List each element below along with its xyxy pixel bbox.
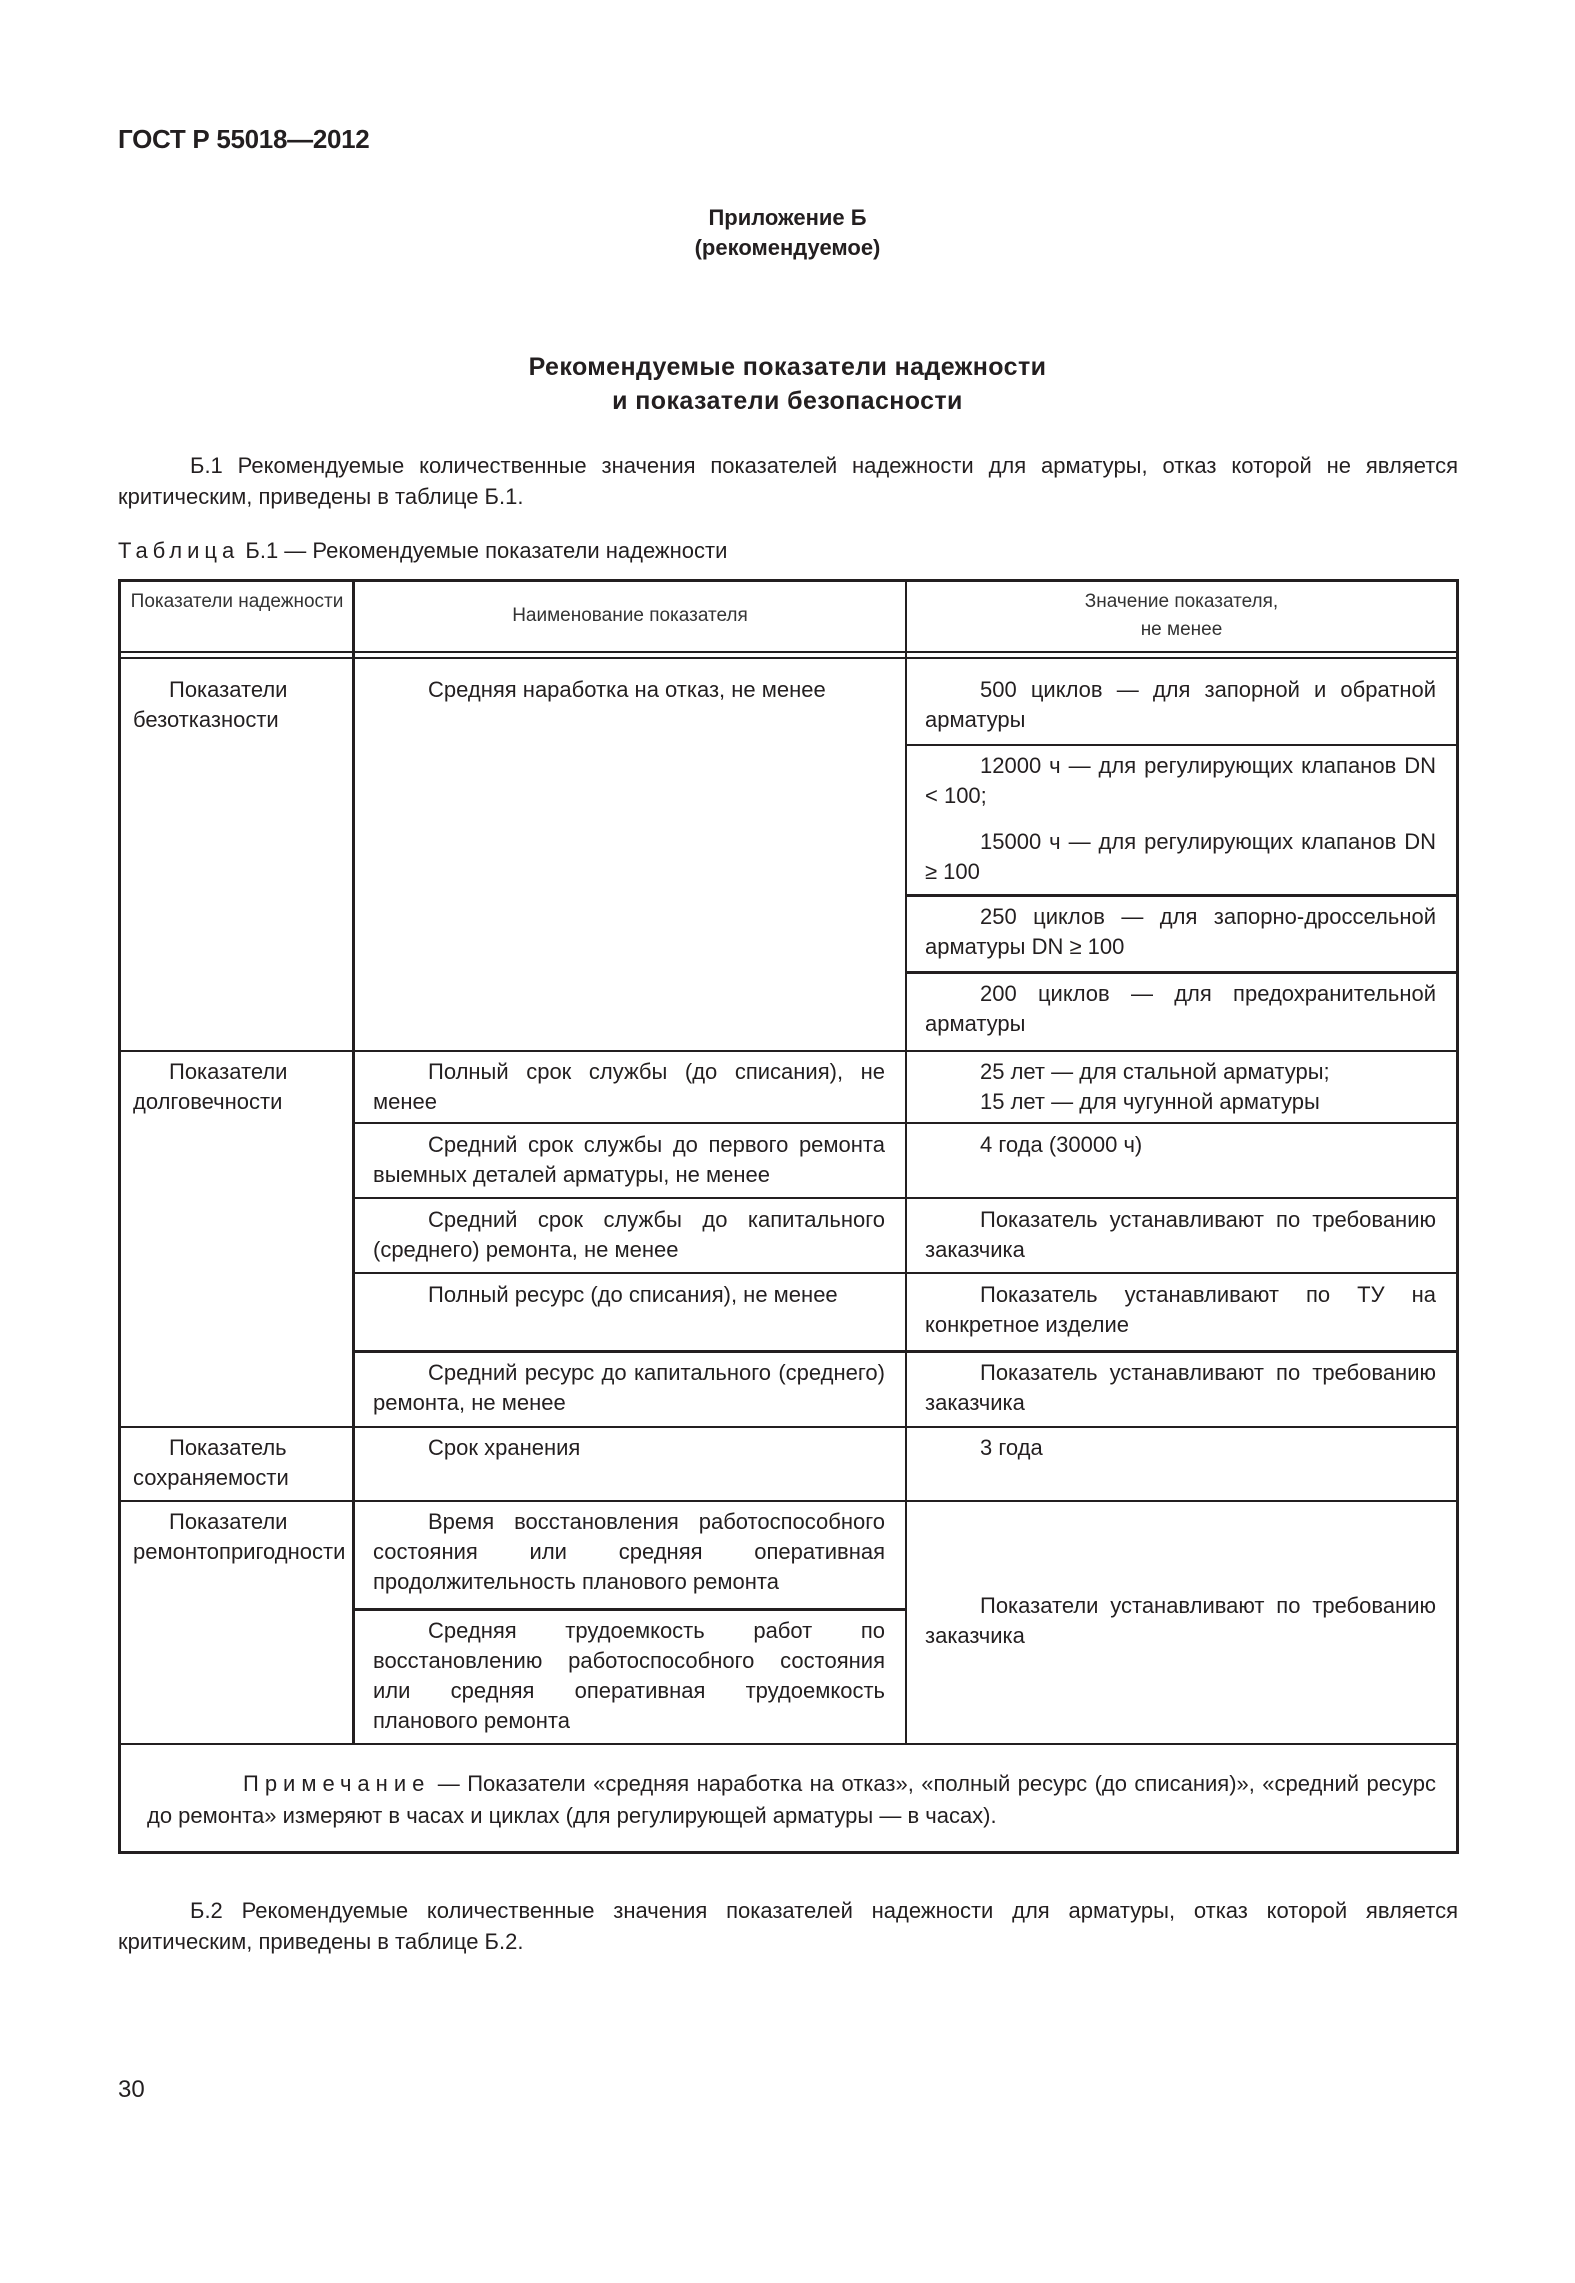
value-text: 12000 ч — для регулирующих клапанов DN < 100; — [925, 753, 1436, 808]
category-label: Показатель сохраняемости — [133, 1435, 289, 1490]
header-value-line2: не менее — [1140, 619, 1223, 640]
indicator-value-cell: 250 циклов — для запорно-дроссельной арматуры DN ≥ 100 — [925, 904, 1436, 959]
indicator-name-cell: Средняя трудоемкость работ по восстановлению работоспособного состояния или средняя оперативная трудоемкость планового ремонта — [373, 1618, 885, 1733]
page-number: 30 — [118, 2076, 145, 2103]
header-cell-category: Показатели надежности — [130, 591, 344, 612]
header-value-line1: Значение показателя, — [1084, 591, 1279, 612]
table-note — [121, 1768, 1456, 1832]
indicator-value-cell: Показатель устанавливают по ТУ на конкретное изделие — [925, 1282, 1436, 1337]
section-title-line2: и показатели безопасности — [612, 387, 963, 415]
note-label: Примечание — [243, 1771, 431, 1796]
category-label: Показатели безотказности — [133, 677, 288, 732]
indicator-name-cell: Полный срок службы (до списания), не менее — [373, 1059, 885, 1114]
indicator-value-cell-merged: Показатели устанавливают по требованию заказчика — [925, 1593, 1436, 1648]
section-title — [0, 350, 1575, 418]
category-cell — [121, 1428, 353, 1493]
indicator-name-cell: Средний срок службы до капитального (среднего) ремонта, не менее — [373, 1207, 885, 1262]
note-text: — Показатели «средняя наработка на отказ», «полный ресурс (до списания)», «средний ресурс до ремонта» измеряют в часах и циклах (для регулирующей арматуры — в часах). — [147, 1771, 1436, 1828]
annex-status: (рекомендуемое) — [694, 235, 881, 260]
indicator-value-cell: 4 года (30000 ч) — [980, 1132, 1143, 1157]
annex-heading — [0, 203, 1575, 263]
indicator-name-cell: Средняя наработка на отказ, не менее — [428, 677, 826, 702]
indicator-value-cell: 200 циклов — для предохранительной арматуры — [925, 981, 1436, 1036]
header-double-line-b — [118, 657, 1459, 659]
indicator-name-cell: Время восстановления работоспособного состояния или средняя оперативная продолжительность планового ремонта — [373, 1509, 885, 1594]
table-caption — [118, 536, 727, 566]
indicator-value-cell: 15000 ч — для регулирующих клапанов DN ≥ 100 — [925, 829, 1436, 884]
table-caption-label: Таблица — [118, 538, 240, 563]
indicator-name-cell: Срок хранения — [428, 1435, 581, 1460]
category-label: Показатели ремонтопригодности — [133, 1509, 346, 1564]
row-separator — [352, 1122, 1458, 1124]
value-line: 25 лет — для стальной арматуры; — [980, 1059, 1330, 1084]
row-separator — [352, 1197, 1458, 1199]
indicator-name-cell: Средний срок службы до первого ремонта выемных деталей арматуры, не менее — [373, 1132, 885, 1187]
indicator-name-cell: Полный ресурс (до списания), не менее — [428, 1282, 838, 1307]
indicator-value-cell: Показатель устанавливают по требованию заказчика — [925, 1360, 1436, 1415]
header-double-line-a — [118, 651, 1459, 653]
indicator-value-cell: Показатель устанавливают по требованию заказчика — [925, 1207, 1436, 1262]
indicator-value-cell: 500 циклов — для запорной и обратной арматуры — [925, 677, 1436, 732]
table-border-right — [1456, 579, 1459, 1854]
section-title-line1: Рекомендуемые показатели надежности — [528, 353, 1047, 381]
category-cell — [121, 1052, 353, 1117]
paragraph-b2: Б.2 Рекомендуемые количественные значения показателей надежности для арматуры, отказ которой является критическим, приведены в таблице Б.2. — [118, 1898, 1458, 1954]
row-separator-note — [118, 1743, 1459, 1745]
indicator-name-cell: Средний ресурс до капитального (среднего) ремонта, не менее — [373, 1360, 885, 1415]
annex-title: Приложение Б — [708, 205, 867, 230]
indicator-value-cell — [907, 746, 1456, 811]
table-caption-text: Б.1 — Рекомендуемые показатели надежности — [245, 538, 728, 563]
category-cell — [121, 670, 353, 735]
table-border-left — [118, 579, 121, 1854]
indicator-value-cell — [907, 1052, 1456, 1117]
indicator-value-cell: 3 года — [980, 1435, 1043, 1460]
header-cell-name: Наименование показателя — [512, 605, 748, 626]
document-code: ГОСТ Р 55018—2012 — [118, 124, 370, 154]
table-border-bottom — [118, 1851, 1459, 1854]
category-cell — [121, 1502, 353, 1567]
header-cell-value — [907, 588, 1456, 644]
value-line: 15 лет — для чугунной арматуры — [980, 1089, 1320, 1114]
paragraph-b1: Б.1 Рекомендуемые количественные значения показателей надежности для арматуры, отказ которой не является критическим, приведены в таблице Б.1. — [118, 453, 1458, 509]
table-border-top — [118, 579, 1459, 582]
category-label: Показатели долговечности — [133, 1059, 288, 1114]
row-separator — [352, 1272, 1458, 1274]
